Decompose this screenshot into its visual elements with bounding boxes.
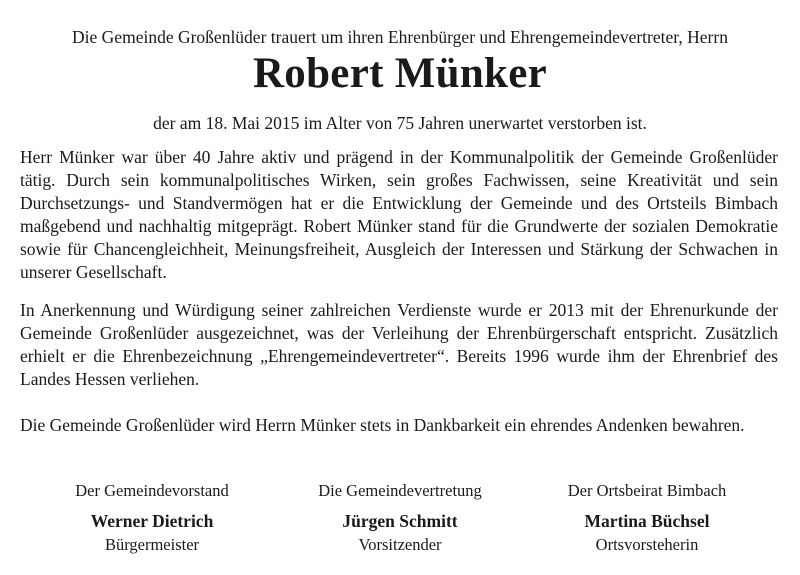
signature-name: Jürgen Schmitt <box>342 511 458 531</box>
body-paragraph: Herr Münker war über 40 Jahre aktiv und prägend in der Kommunalpolitik der Gemeinde Großenlüder tätig. Durch sein kommunalpolitisches Wirken, sein großes Fachwissen, seine Kreativität und sein Durchsetzungs- und Standvermögen hat er die Entwicklung der Gemeinde und des Ortsteils Bimbach maßgebend und nachhaltig mitgeprägt. Robert Münker stand für die Grundwerte der sozialen Demokratie sowie für Chancengleichheit, Meinungsfreiheit, Ausgleich der Interessen und Stärkung der Schwachen in unserer Gesellschaft. <box>20 147 778 282</box>
signature-gemeindevorstand <box>32 480 272 556</box>
deceased-name: Robert Münker <box>252 50 548 97</box>
signature-title: Vorsitzender <box>358 535 442 554</box>
signature-organization: Der Ortsbeirat Bimbach <box>567 481 727 500</box>
signature-gemeindevertretung <box>280 480 520 556</box>
death-line: der am 18. Mai 2015 im Alter von 75 Jahren unerwartet verstorben ist. <box>153 113 647 133</box>
signature-organization: Die Gemeindevertretung <box>318 481 482 500</box>
signature-name: Martina Büchsel <box>584 511 710 531</box>
intro-line: Die Gemeinde Großenlüder trauert um ihren Ehrenbürger und Ehrengemeindevertreter, Herrn <box>72 27 728 47</box>
signature-title: Bürgermeister <box>104 535 200 554</box>
body-paragraph: Die Gemeinde Großenlüder wird Herrn Münker stets in Dankbarkeit ein ehrendes Andenken bewahren. <box>20 415 745 435</box>
signature-title: Ortsvorsteherin <box>595 535 699 554</box>
signature-ortsbeirat <box>527 480 767 556</box>
body-paragraph: In Anerkennung und Würdigung seiner zahlreichen Verdienste wurde er 2013 mit der Ehrenurkunde der Gemeinde Großenlüder ausgezeichnet, was der Verleihung der Ehrenbürgerschaft entspricht. Zusätzlich erhielt er die Ehrenbezeichnung „Ehrengemeindevertreter“. Bereits 1996 wurde ihm der Ehrenbrief des Landes Hessen verliehen. <box>20 300 778 389</box>
signature-block <box>0 480 800 560</box>
signature-name: Werner Dietrich <box>90 511 214 531</box>
signature-organization: Der Gemeindevorstand <box>75 481 229 500</box>
